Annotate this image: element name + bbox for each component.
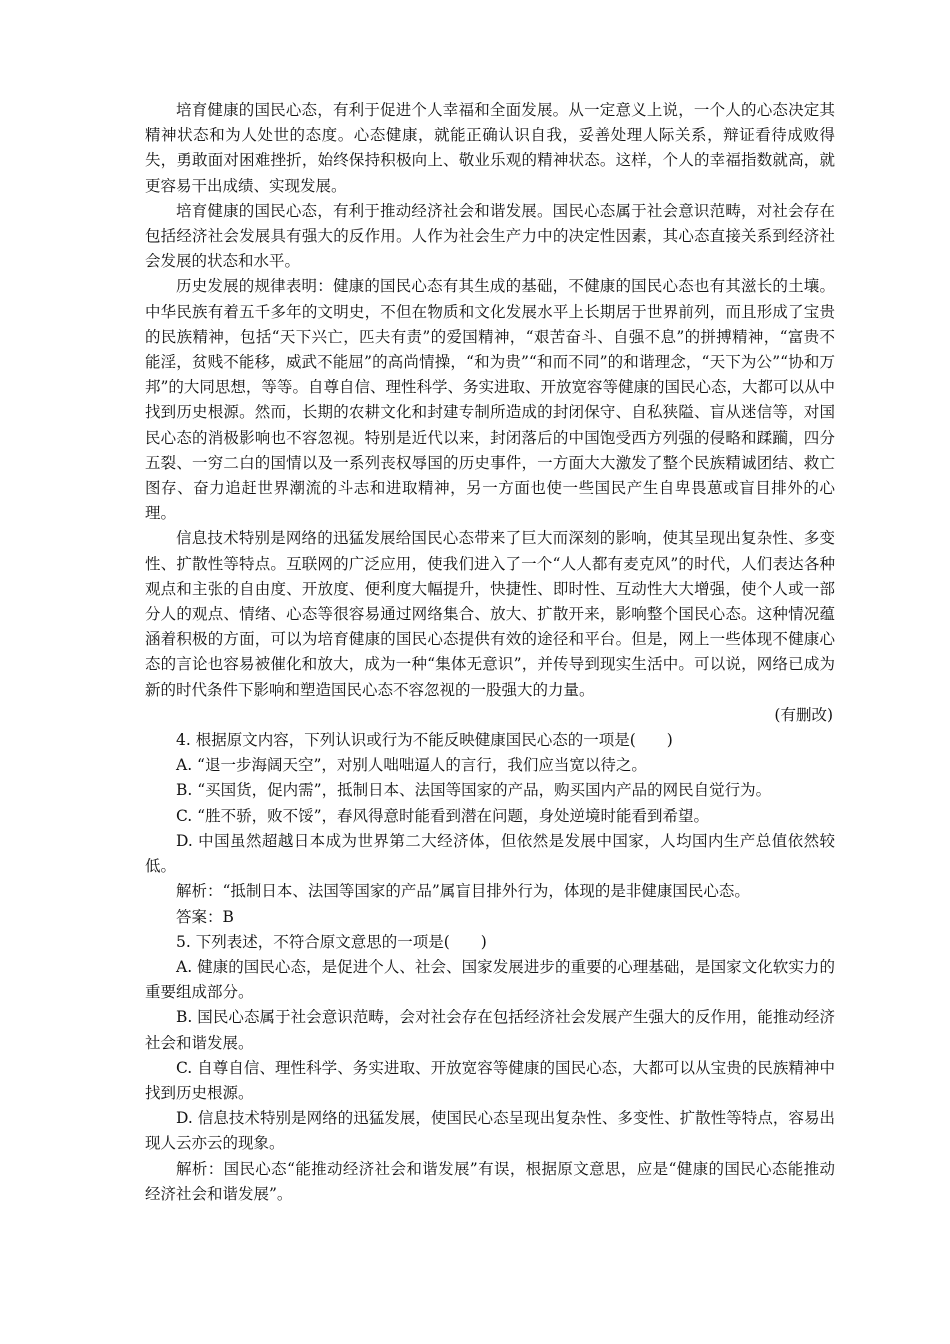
question-5-option-b: B. 国民心态属于社会意识范畴，会对社会存在包括经济社会发展产生强大的反作用，能推动经济社会和谐发展。 [145,1008,835,1052]
question-5-stem: 5. 下列表述，不符合原文意思的一项是( ) [176,932,487,951]
question-4-stem: 4. 根据原文内容，下列认识或行为不能反映健康国民心态的一项是( ) [176,731,673,750]
question-5-option-a: A. 健康的国民心态，是促进个人、社会、国家发展进步的重要的心理基础，是国家文化软实力的重要组成部分。 [145,957,835,1002]
question-4-option-a: A. “退一步海阔天空”，对别人咄咄逼人的言行，我们应当宽以待之。 [176,756,647,775]
question-4-answer: 答案：B [176,907,234,926]
article-paragraph-1: 培育健康的国民心态，有利于促进个人幸福和全面发展。从一定意义上说，一个人的心态决定其精神状态和为人处世的态度。心态健康，就能正确认识自我，妥善处理人际关系，辩证看待成败得失，勇敢面对困难挫折，始终保持积极向上、敬业乐观的精神状态。这样，个人的幸福指数就高，就更容易干出成绩、实现发展。 [145,101,835,195]
question-4-option-d: D. 中国虽然超越日本成为世界第二大经济体，但依然是发展中国家，人均国内生产总值依然较低。 [145,831,835,876]
question-4-analysis: 解析：“抵制日本、法国等国家的产品”属盲目排外行为，体现的是非健康国民心态。 [176,882,750,901]
source-note: (有删改) [774,705,833,724]
question-4-option-c: C. “胜不骄，败不馁”，春风得意时能看到潜在问题，身处逆境时能看到希望。 [176,806,710,825]
article-paragraph-2: 培育健康的国民心态，有利于推动经济社会和谐发展。国民心态属于社会意识范畴，对社会存在包括经济社会发展具有强大的反作用。人作为社会生产力中的决定性因素，其心态直接关系到经济社会发展的状态和水平。 [145,201,835,271]
question-5-option-d: D. 信息技术特别是网络的迅猛发展，使国民心态呈现出复杂性、多变性、扩散性等特点，容易出现人云亦云的现象。 [145,1109,835,1153]
question-5-analysis: 解析：国民心态“能推动经济社会和谐发展”有误，根据原文意思，应是“健康的国民心态能推动经济社会和谐发展”。 [145,1159,835,1203]
article-paragraph-3: 历史发展的规律表明：健康的国民心态有其生成的基础，不健康的国民心态也有其滋长的土壤。中华民族有着五千多年的文明史，不但在物质和文化发展水平上长期居于世界前列，而且形成了宝贵的民族精神，包括“天下兴亡，匹夫有责”的爱国精神，“艰苦奋斗、自强不息”的拼搏精神，“富贵不能淫，贫贱不能移，威武不能屈”的高尚情操，“和为贵”“和而不同”的和谐理念，“天下为公”“协和万邦”的大同思想，等等。自尊自信、理性科学、务实进取、开放宽容等健康的国民心态，大都可以从中找到历史根源。然而，长期的农耕文化和封建专制所造成的封闭保守、自私狭隘、盲从迷信等，对国民心态的消极影响也不容忽视。特别是近代以来，封闭落后的中国饱受西方列强的侵略和蹂躏，四分五裂、一穷二白的国情以及一系列丧权辱国的历史事件，一方面大大激发了整个民族精诚团结、救亡图存、奋力追赶世界潮流的斗志和进取精神，另一方面也使一些国民产生自卑畏葸或盲目排外的心理。 [145,277,835,523]
question-5-option-c: C. 自尊自信、理性科学、务实进取、开放宽容等健康的国民心态，大都可以从宝贵的民族精神中找到历史根源。 [145,1058,835,1102]
document-page [145,98,835,1207]
article-paragraph-4: 信息技术特别是网络的迅猛发展给国民心态带来了巨大而深刻的影响，使其呈现出复杂性、多变性、扩散性等特点。互联网的广泛应用，使我们进入了一个“人人都有麦克风”的时代，人们表达各种观点和主张的自由度、开放度、便利度大幅提升，快捷性、即时性、互动性大大增强，使个人或一部分人的观点、情绪、心态等很容易通过网络集合、放大、扩散开来，影响整个国民心态。这种情况蕴涵着积极的方面，可以为培育健康的国民心态提供有效的途径和平台。但是，网上一些体现不健康心态的言论也容易被催化和放大，成为一种“集体无意识”，并传导到现实生活中。可以说，网络已成为新的时代条件下影响和塑造国民心态不容忽视的一股强大的力量。 [145,529,835,699]
question-4-option-b: B. “买国货，促内需”，抵制日本、法国等国家的产品，购买国内产品的网民自觉行为。 [176,781,772,800]
